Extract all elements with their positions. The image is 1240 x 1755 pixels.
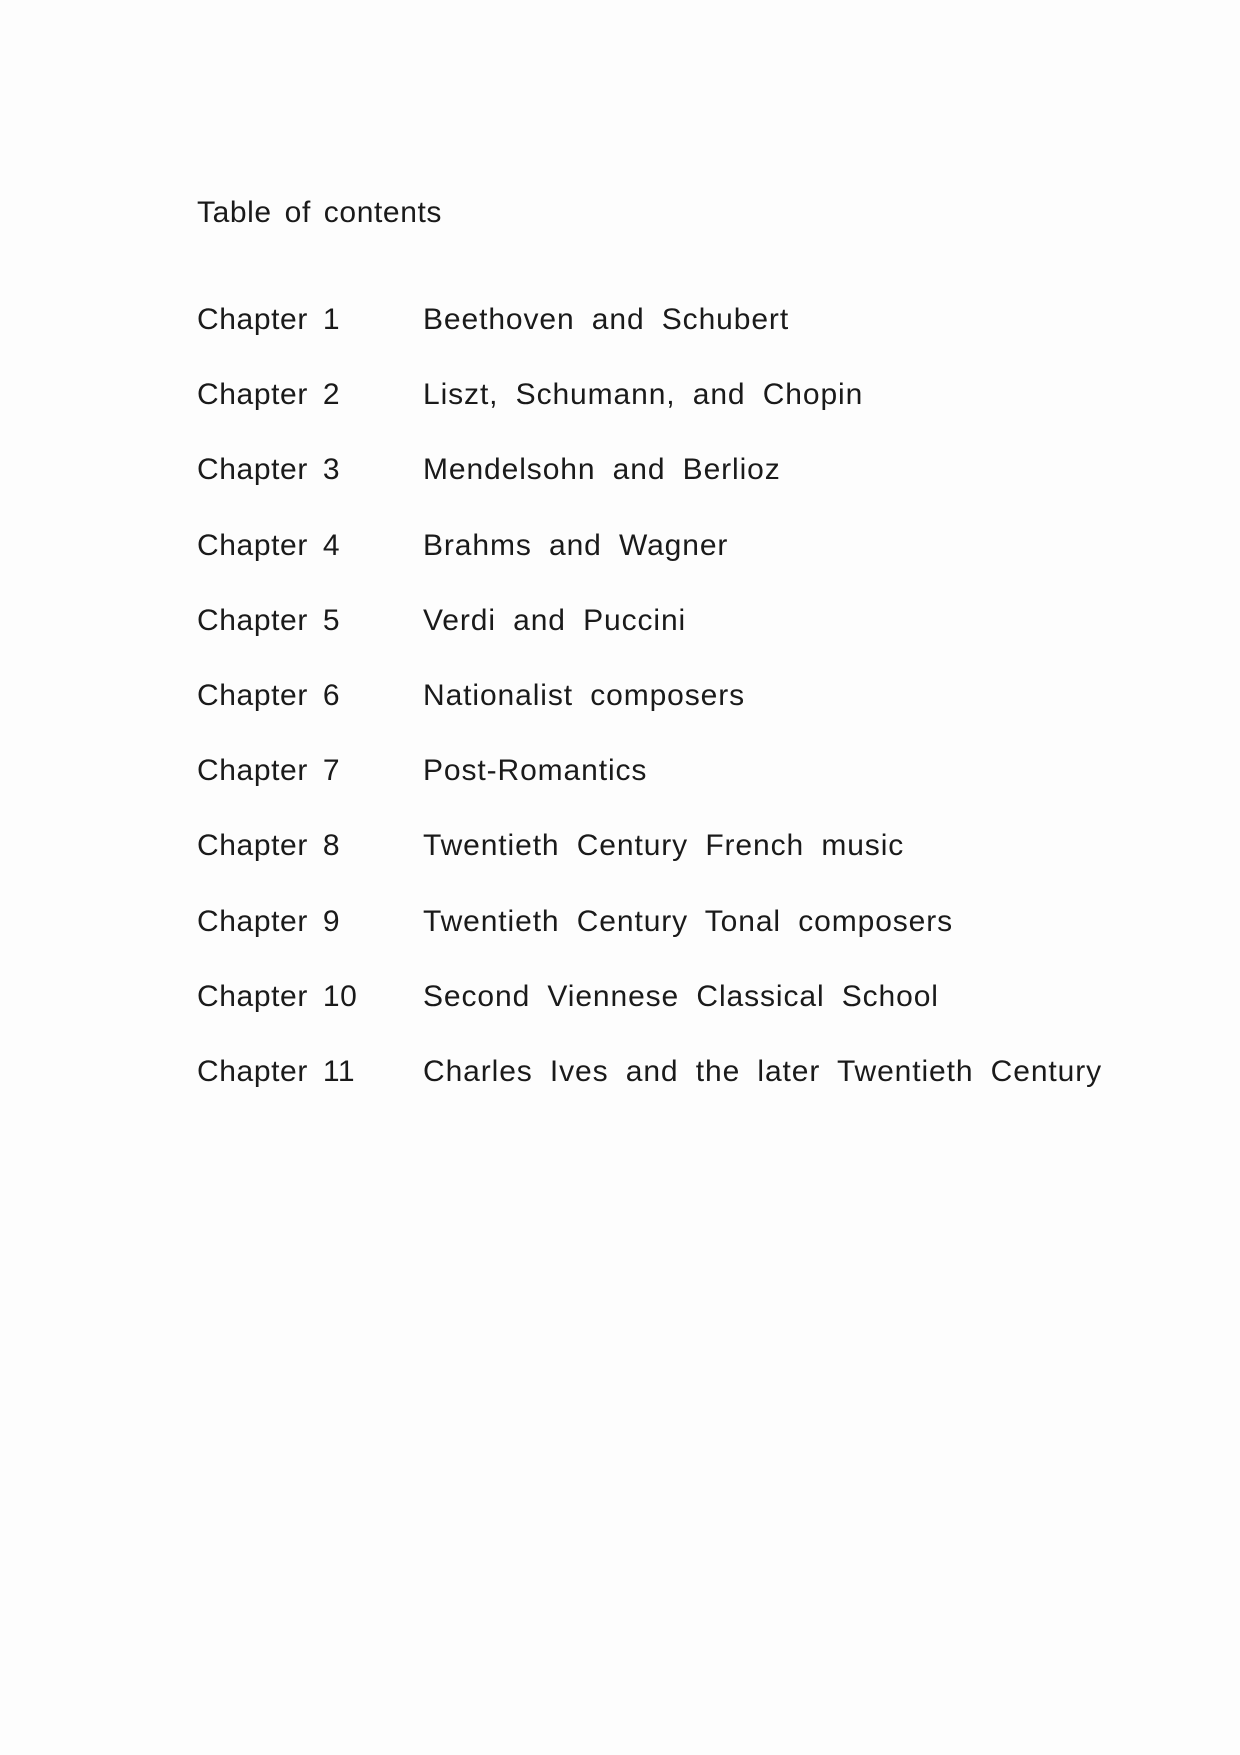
chapter-label: Chapter 6: [197, 678, 341, 712]
chapter-title: Charles Ives and the later Twentieth Century: [423, 1054, 1103, 1088]
toc-entry: [197, 905, 1157, 980]
chapter-label: Chapter 10: [197, 979, 358, 1013]
toc-entry: [197, 980, 1157, 1055]
chapter-label: Chapter 2: [197, 378, 341, 412]
chapter-label: Chapter 1: [197, 303, 341, 336]
chapter-title: Beethoven and Schubert: [423, 303, 790, 336]
chapter-label: Chapter 9: [197, 904, 341, 938]
chapter-title: Verdi and Puccini: [423, 603, 687, 637]
toc-heading: Table of contents: [197, 196, 443, 229]
chapter-label: Chapter 8: [197, 829, 341, 863]
chapter-title: Second Viennese Classical School: [423, 979, 939, 1013]
chapter-title: Twentieth Century French music: [423, 829, 905, 863]
toc-entry: [197, 529, 1157, 604]
chapter-label: Chapter 4: [197, 528, 341, 562]
toc-entry: [197, 829, 1157, 904]
chapter-label: Chapter 5: [197, 603, 341, 637]
chapter-title: Post-Romantics: [423, 754, 648, 788]
chapter-title: Nationalist composers: [423, 678, 746, 712]
chapter-title: Mendelsohn and Berlioz: [423, 453, 781, 487]
toc-list: [197, 303, 1157, 1130]
toc-entry: [197, 754, 1157, 829]
toc-entry: [197, 378, 1157, 453]
toc-entry: [197, 679, 1157, 754]
chapter-label: Chapter 7: [197, 754, 341, 788]
chapter-label: Chapter 11: [197, 1054, 356, 1088]
toc-entry: [197, 1055, 1157, 1130]
toc-entry: [197, 453, 1157, 528]
toc-entry: [197, 604, 1157, 679]
chapter-label: Chapter 3: [197, 453, 341, 487]
chapter-title: Twentieth Century Tonal composers: [423, 904, 954, 938]
chapter-title: Liszt, Schumann, and Chopin: [423, 378, 864, 412]
chapter-title: Brahms and Wagner: [423, 528, 729, 562]
toc-entry: [197, 303, 1157, 378]
